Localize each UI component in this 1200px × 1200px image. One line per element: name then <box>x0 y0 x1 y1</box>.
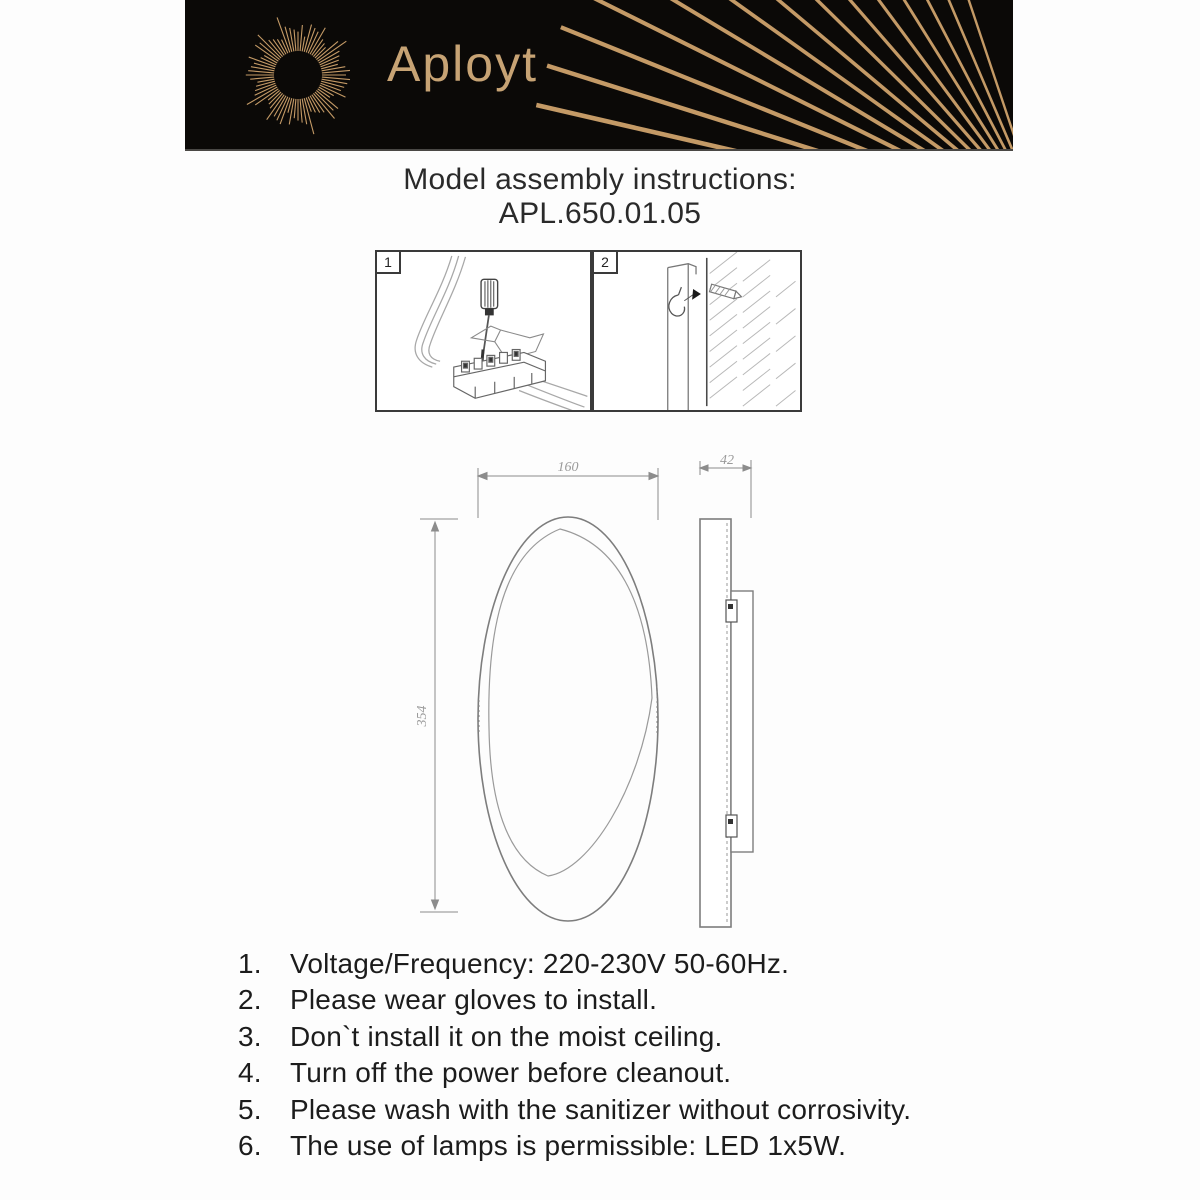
list-item <box>238 1092 1038 1128</box>
step-number-badge: 1 <box>377 252 401 274</box>
height-label: 354 <box>415 705 430 727</box>
instruction-list <box>238 946 1038 1164</box>
list-item-number: 4. <box>238 1057 262 1089</box>
list-item-text: Please wash with the sanitizer without corrosivity. <box>290 1093 912 1125</box>
list-item-number: 6. <box>238 1129 262 1161</box>
terminal-block-art <box>454 350 546 399</box>
assembly-step-2 <box>592 250 802 412</box>
list-item <box>238 1128 1038 1164</box>
step-number-badge: 2 <box>594 252 618 274</box>
list-item-number: 2. <box>238 984 262 1016</box>
list-item <box>238 1055 1038 1091</box>
hook-icon <box>669 287 685 316</box>
width-dimension <box>478 468 658 520</box>
list-item-number: 1. <box>238 948 262 979</box>
depth-dimension <box>700 460 751 518</box>
wall-anchor-icon <box>709 284 742 300</box>
list-item <box>238 946 1038 982</box>
assembly-step-1 <box>375 250 592 412</box>
side-view-drawing <box>700 519 753 927</box>
list-item-number: 5. <box>238 1093 262 1125</box>
width-label: 160 <box>557 460 579 475</box>
brand-banner <box>185 0 1013 151</box>
depth-label: 42 <box>720 453 734 468</box>
lamp-panel-art <box>668 264 696 410</box>
wall-mounting-diagram <box>594 252 800 410</box>
list-item-text: Please wear gloves to install. <box>290 984 658 1016</box>
dimension-drawing <box>400 448 770 940</box>
list-item-text: Voltage/Frequency: 220-230V 50-60Hz. <box>290 948 790 979</box>
wall-hatch-art <box>710 252 796 406</box>
corner-rays-icon <box>536 0 1013 149</box>
wiring-diagram <box>377 252 590 410</box>
list-item-text: Turn off the power before cleanout. <box>290 1057 732 1089</box>
list-item-text: The use of lamps is permissible: LED 1x5W. <box>290 1129 847 1161</box>
banner-art <box>185 0 1013 149</box>
list-item <box>238 982 1038 1018</box>
front-view-drawing <box>478 517 658 921</box>
screwdriver-icon <box>481 279 498 362</box>
arrow-icon <box>692 289 701 300</box>
sunburst-center <box>275 52 321 98</box>
model-number: APL.650.01.05 <box>498 197 702 230</box>
list-item-text: Don`t install it on the moist ceiling. <box>290 1020 723 1052</box>
list-item <box>238 1019 1038 1055</box>
page-title: Model assembly instructions: <box>403 163 797 196</box>
list-item-number: 3. <box>238 1020 262 1052</box>
brand-logo-text: Aployt <box>387 36 538 92</box>
